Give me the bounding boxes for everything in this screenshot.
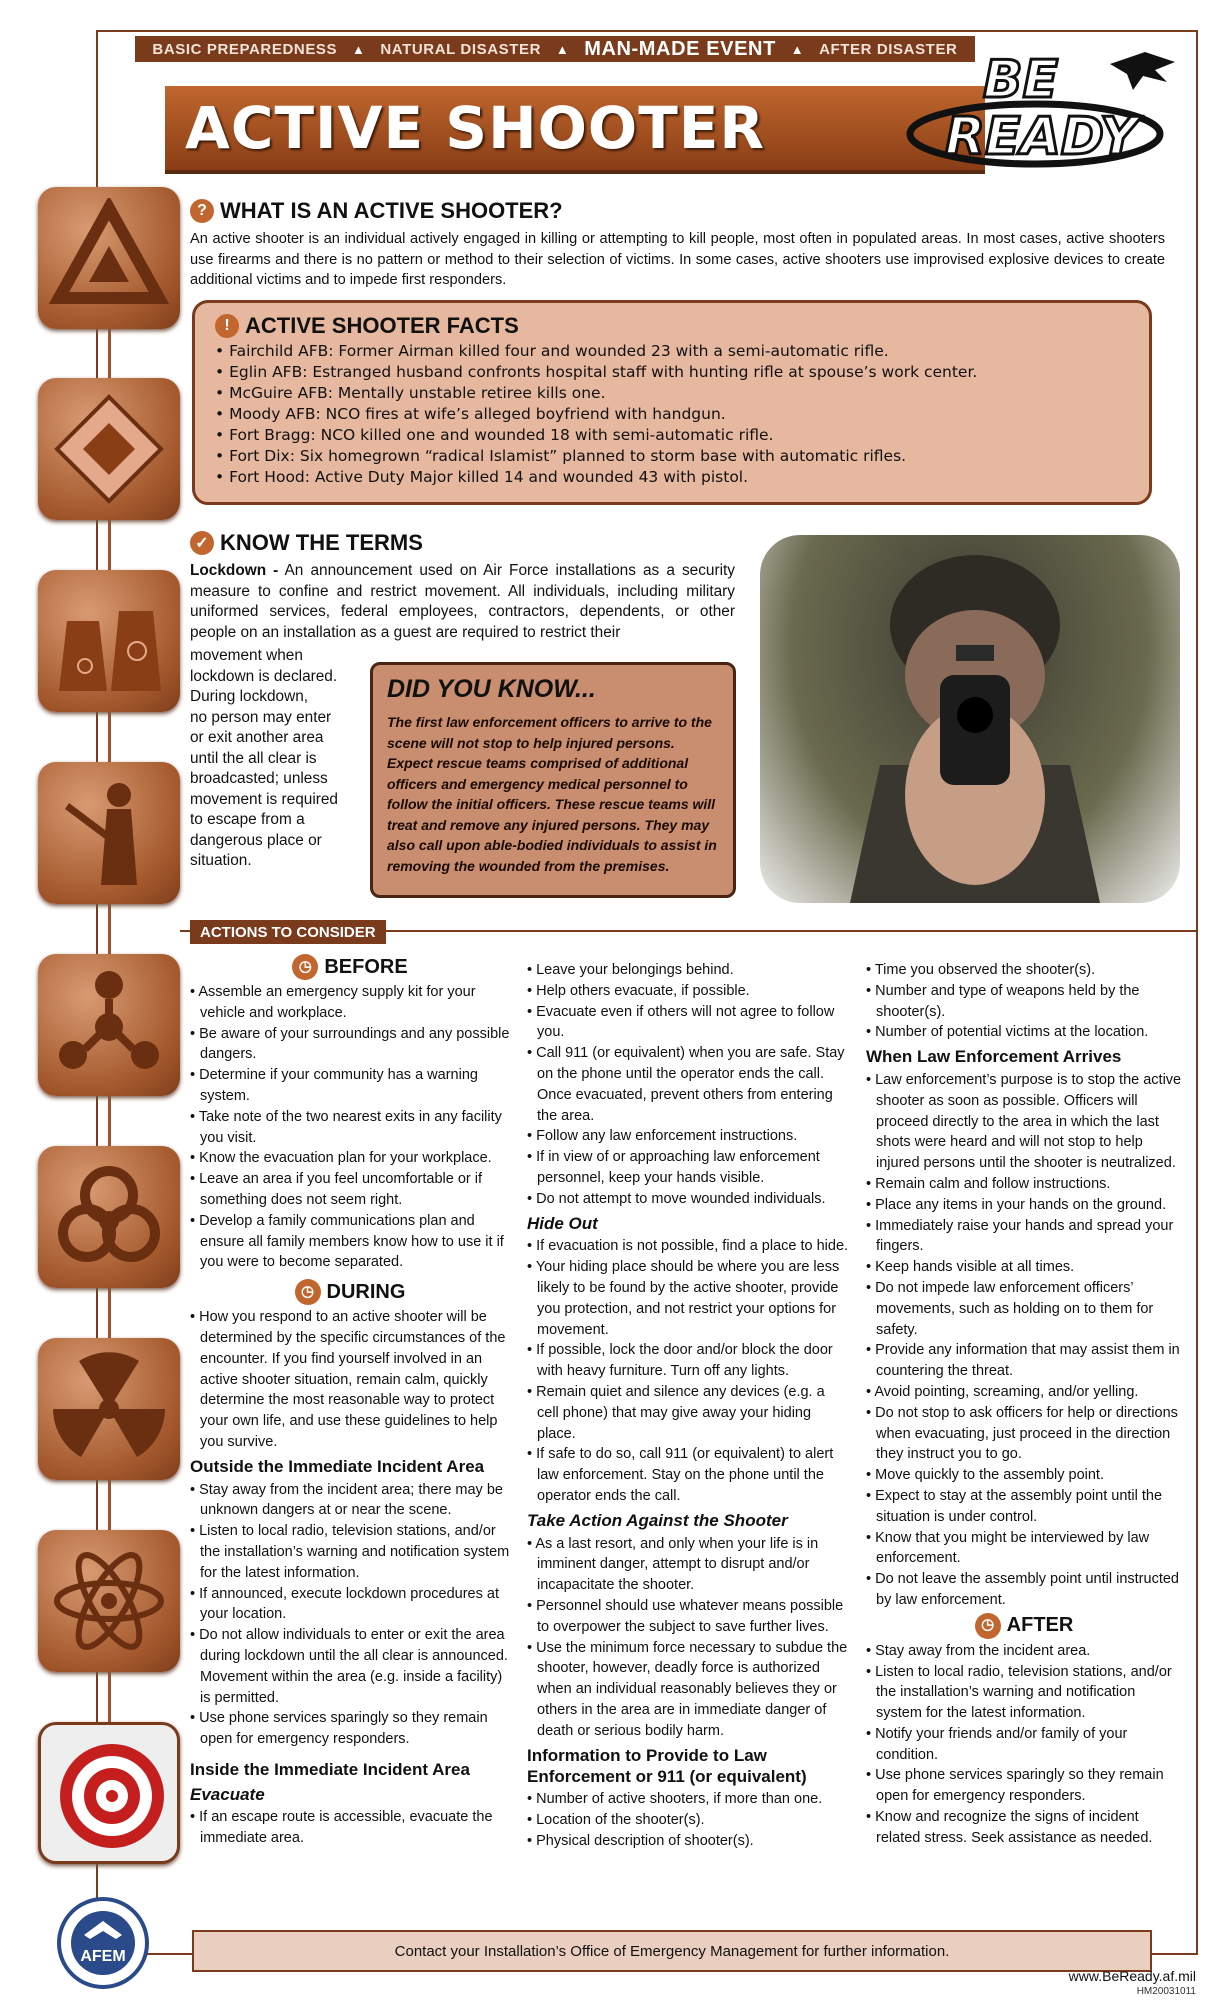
fact-item: • Fort Hood: Active Duty Major killed 14 and wounded 43 with pistol.: [215, 467, 1129, 488]
target-icon: [38, 1722, 180, 1864]
list-item: • How you respond to an active shooter will be determined by the specific circumstances of the encounter. If you find yourself involved in an active shooter situation, remain calm, quickly determine the most reasonable way to protect your own life, and use these guidelines to help you survive.: [190, 1307, 510, 1453]
preparedness-triangle-icon: [38, 187, 180, 329]
list-item: • Do not stop to ask officers for help or directions when evacuating, just proceed in the direction they instruct you to go.: [866, 1403, 1182, 1465]
contact-bar: Contact your Installation’s Office of Emergency Management for further information.: [192, 1930, 1152, 1972]
diamond-icon: [38, 378, 180, 520]
list-item: • Call 911 (or equivalent) when you are safe. Stay on the phone until the operator ends the call. Once evacuated, prevent others from entering the area.: [527, 1043, 849, 1126]
fact-item: • Fort Bragg: NCO killed one and wounded 18 with semi-automatic rifle.: [215, 425, 1129, 446]
list-item: • Develop a family communications plan and ensure all family members know how to use it if you were to become separated.: [190, 1211, 510, 1273]
list-item: • Place any items in your hands on the ground.: [866, 1195, 1182, 1216]
list-item: • If possible, lock the door and/or block the door with heavy furniture. Turn off any lights.: [527, 1340, 849, 1382]
list-item: • Help others evacuate, if possible.: [527, 981, 849, 1002]
list-item: • Take note of the two nearest exits in any facility you visit.: [190, 1107, 510, 1149]
list-item: • Avoid pointing, screaming, and/or yelling.: [866, 1382, 1182, 1403]
terms-narrow: movement when lockdown is declared. During lockdown, no person may enter or exit another area until the all clear is broadcasted; unless movement is required to escape from a dangerous place or situation.: [190, 647, 338, 869]
list-item: • Keep hands visible at all times.: [866, 1257, 1182, 1278]
checkmark-icon: ✓: [190, 531, 214, 555]
list-item: • Evacuate even if others will not agree to follow you.: [527, 1002, 849, 1044]
list-item: • Immediately raise your hands and spread your fingers.: [866, 1216, 1182, 1258]
list-item: • Assemble an emergency supply kit for your vehicle and workplace.: [190, 982, 510, 1024]
list-item: • Physical description of shooter(s).: [527, 1831, 849, 1852]
list-item: • Know the evacuation plan for your workplace.: [190, 1148, 510, 1169]
list-item: • Know that you might be interviewed by law enforcement.: [866, 1528, 1182, 1570]
triangle-icon: ▲: [352, 41, 366, 57]
list-item: • If evacuation is not possible, find a place to hide.: [527, 1236, 849, 1257]
did-you-know-box: [370, 662, 736, 898]
list-item: • Personnel should use whatever means possible to overpower the subject to save further lives.: [527, 1596, 849, 1638]
list-item: • Time you observed the shooter(s).: [866, 960, 1182, 981]
nuclear-plant-icon: [38, 570, 180, 712]
facts-icon: !: [215, 314, 239, 338]
fact-item: • Fort Dix: Six homegrown “radical Islamist” planned to storm base with automatic rifles.: [215, 446, 1129, 467]
list-item: • Number of active shooters, if more than one.: [527, 1789, 849, 1810]
list-item: • Listen to local radio, television stations, and/or the installation’s warning and notification system for the latest information.: [190, 1521, 510, 1583]
inside-heading: Inside the Immediate Incident Area: [190, 1759, 470, 1779]
svg-text:READY: READY: [945, 107, 1138, 167]
fact-item: • McGuire AFB: Mentally unstable retiree kills one.: [215, 383, 1129, 404]
clock-icon: ◷: [975, 1613, 1001, 1639]
actions-column-1: [190, 952, 510, 1849]
list-item: • Move quickly to the assembly point.: [866, 1465, 1182, 1486]
category-basic[interactable]: BASIC PREPAREDNESS: [152, 40, 338, 58]
terms-heading: ✓ KNOW THE TERMS: [190, 530, 423, 556]
list-item: • If an escape route is accessible, evacuate the immediate area.: [190, 1807, 510, 1849]
evacuate-heading: Evacuate: [190, 1784, 265, 1804]
shooter-photo: [760, 535, 1180, 903]
be-ready-logo: [905, 42, 1190, 172]
terms-intro: Lockdown - An announcement used on Air Force installations as a security measure to confine and restrict movement. All individuals, including military uniformed services, federal employees, contractors, dependents, or other people on an installation as a guest are required to restrict their: [190, 562, 735, 641]
list-item: • Law enforcement’s purpose is to stop the active shooter as soon as possible. Officers will proceed directly to the area in which the last shots were heard and will not stop to help injured persons until the shooter is neutralized.: [866, 1070, 1182, 1174]
facts-list: [215, 341, 1129, 488]
facts-heading: ! ACTIVE SHOOTER FACTS: [215, 313, 1129, 339]
list-item: • Stay away from the incident area.: [866, 1641, 1182, 1662]
list-item: • Location of the shooter(s).: [527, 1810, 849, 1831]
list-item: • If announced, execute lockdown procedures at your location.: [190, 1584, 510, 1626]
list-item: • Notify your friends and/or family of your condition.: [866, 1724, 1182, 1766]
what-heading: ? WHAT IS AN ACTIVE SHOOTER?: [190, 198, 563, 224]
law-heading: When Law Enforcement Arrives: [866, 1047, 1122, 1067]
fact-item: • Eglin AFB: Estranged husband confronts hospital staff with hunting rifle at spouse’s work center.: [215, 362, 1129, 383]
list-item: • Number and type of weapons held by the shooter(s).: [866, 981, 1182, 1023]
list-item: • Do not attempt to move wounded individuals.: [527, 1189, 849, 1210]
list-item: • Use the minimum force necessary to subdue the shooter, however, deadly force is authorized when an individual reasonably believes they or others in the area are in immediate danger of death or serious bodily harm.: [527, 1638, 849, 1742]
biohazard-icon: [38, 1146, 180, 1288]
category-natural[interactable]: NATURAL DISASTER: [380, 40, 542, 58]
list-item: • Leave your belongings behind.: [527, 960, 849, 981]
actions-tab: ACTIONS TO CONSIDER: [190, 920, 386, 944]
list-item: • As a last resort, and only when your life is in imminent danger, attempt to disrupt and/or incapacitate the shooter.: [527, 1534, 849, 1596]
list-item: • Do not impede law enforcement officers’ movements, such as holding on to them for safety.: [866, 1278, 1182, 1340]
list-item: • If safe to do so, call 911 (or equivalent) to alert law enforcement. Stay on the phone until the operator ends the call.: [527, 1444, 849, 1506]
triangle-icon: ▲: [790, 41, 805, 57]
list-item: • Use phone services sparingly so they remain open for emergency responders.: [866, 1765, 1182, 1807]
info-heading: Information to Provide to Law Enforcement or 911 (or equivalent): [527, 1746, 807, 1787]
outside-heading: Outside the Immediate Incident Area: [190, 1456, 485, 1476]
category-bar: [135, 36, 975, 62]
list-item: • Expect to stay at the assembly point until the situation is under control.: [866, 1486, 1182, 1528]
radiation-icon: [38, 1338, 180, 1480]
clock-icon: ◷: [295, 1279, 321, 1305]
fact-item: • Fairchild AFB: Former Airman killed four and wounded 23 with a semi-automatic rifle.: [215, 341, 1129, 362]
facts-box: [192, 300, 1152, 505]
list-item: • Follow any law enforcement instructions.: [527, 1126, 849, 1147]
category-after[interactable]: AFTER DISASTER: [819, 40, 958, 58]
list-item: • Be aware of your surroundings and any possible dangers.: [190, 1024, 510, 1066]
dyk-heading: DID YOU KNOW...: [387, 675, 596, 703]
question-icon: ?: [190, 199, 214, 223]
list-item: • Listen to local radio, television stations, and/or the installation’s warning and notification system for the latest information.: [866, 1662, 1182, 1724]
document-code: HM20031011: [1136, 1986, 1196, 1997]
list-item: • Number of potential victims at the location.: [866, 1022, 1182, 1043]
list-item: • Your hiding place should be where you are less likely to be found by the active shooter, provide you protection, and not restrict your options for movement.: [527, 1257, 849, 1340]
gunman-icon: [38, 762, 180, 904]
actions-column-2: [527, 960, 849, 1852]
before-heading: ◷ BEFORE: [190, 954, 510, 980]
category-manmade[interactable]: MAN-MADE EVENT: [584, 37, 776, 60]
take-action-heading: Take Action Against the Shooter: [527, 1510, 788, 1530]
atom-icon: [38, 1530, 180, 1672]
chemical-hazard-icon: [38, 954, 180, 1096]
during-heading: ◷ DURING: [190, 1279, 510, 1305]
svg-text:AFEM: AFEM: [80, 1948, 126, 1965]
triangle-icon: ▲: [555, 41, 570, 57]
list-item: • Stay away from the incident area; there may be unknown dangers at or near the scene.: [190, 1480, 510, 1522]
afem-seal: [44, 1895, 162, 1991]
list-item: • If in view of or approaching law enforcement personnel, keep your hands visible.: [527, 1147, 849, 1189]
list-item: • Provide any information that may assist them in countering the threat.: [866, 1340, 1182, 1382]
list-item: • Do not leave the assembly point until instructed by law enforcement.: [866, 1569, 1182, 1611]
list-item: • Determine if your community has a warning system.: [190, 1065, 510, 1107]
what-body: An active shooter is an individual actively engaged in killing or attempting to kill people, most often in populated areas. In most cases, active shooters use firearms and there is no pattern or method to their selection of victims. In some cases, active shooters use improvised explosive devices to create additional victims and to impede first responders.: [190, 231, 1165, 288]
list-item: • Remain calm and follow instructions.: [866, 1174, 1182, 1195]
list-item: • Leave an area if you feel uncomfortable or if something does not seem right.: [190, 1169, 510, 1211]
list-item: • Do not allow individuals to enter or exit the area during lockdown until the all clear is announced. Movement within the area (e.g. inside a facility) is permitted.: [190, 1625, 510, 1708]
page-title: ACTIVE SHOOTER: [185, 94, 766, 162]
list-item: • Know and recognize the signs of incident related stress. Seek assistance as needed.: [866, 1807, 1182, 1849]
clock-icon: ◷: [292, 954, 318, 980]
list-item: • Use phone services sparingly so they remain open for emergency responders.: [190, 1708, 510, 1750]
title-bar: [165, 86, 985, 174]
actions-column-3: [866, 960, 1182, 1849]
after-heading: ◷ AFTER: [866, 1613, 1182, 1639]
fact-item: • Moody AFB: NCO fires at wife’s alleged boyfriend with handgun.: [215, 404, 1129, 425]
list-item: • Remain quiet and silence any devices (e.g. a cell phone) that may give away your hiding place.: [527, 1382, 849, 1444]
hide-heading: Hide Out: [527, 1213, 598, 1233]
svg-text:BE: BE: [983, 50, 1059, 110]
dyk-body: The first law enforcement officers to arrive to the scene will not stop to help injured persons. Expect rescue teams comprised of additional officers and emergency medical personnel to follow the initial officers. These rescue teams will treat and remove any injured persons. They may also call upon able-bodied individuals to assist in removing the wounded from the premises.: [387, 714, 717, 874]
eagle-icon: [1110, 52, 1175, 90]
website-link[interactable]: www.BeReady.af.mil: [1068, 1968, 1196, 1984]
